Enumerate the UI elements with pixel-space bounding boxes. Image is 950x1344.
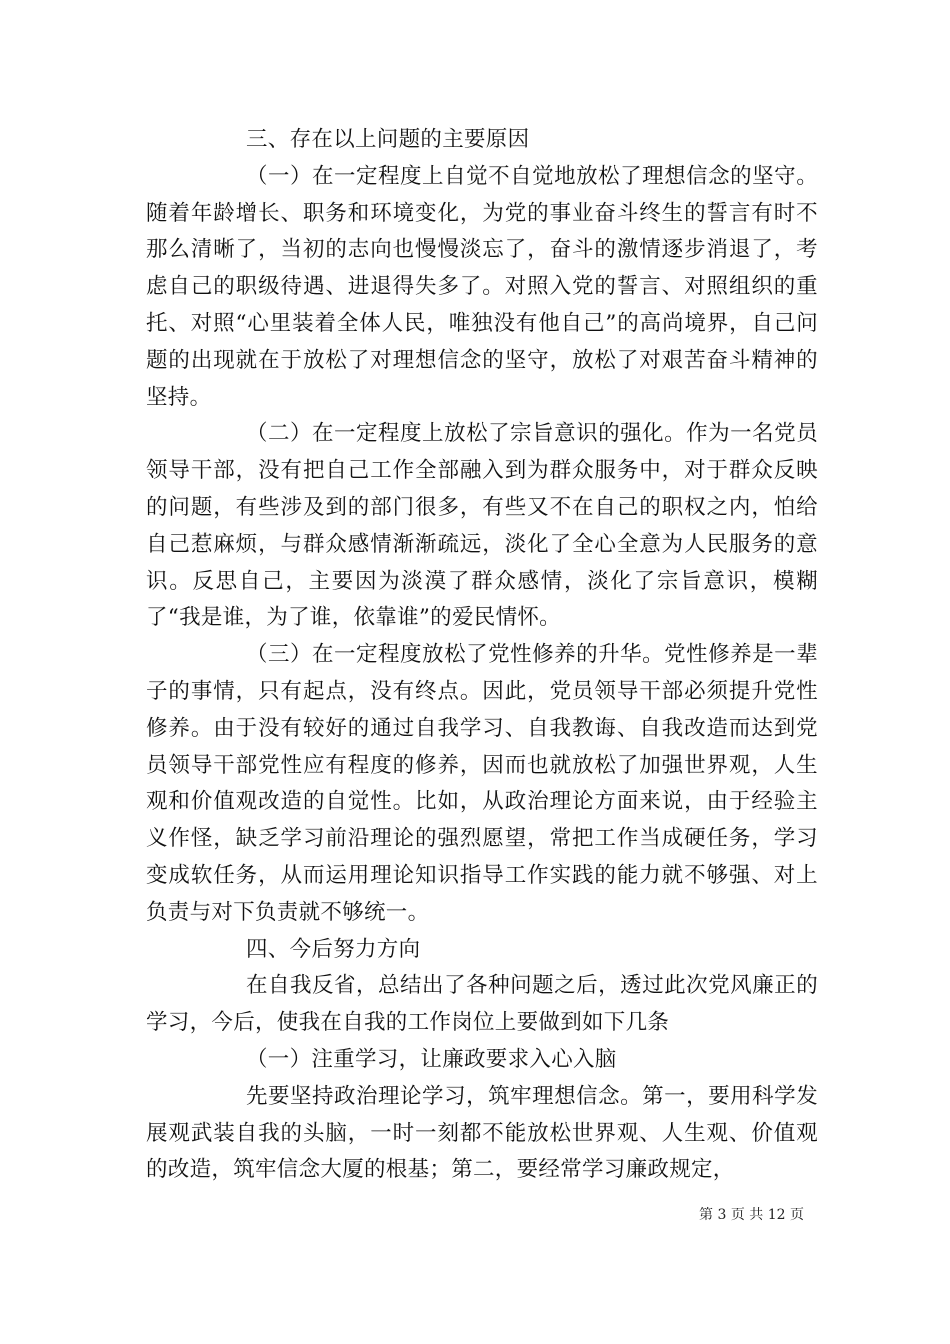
paragraph-intro: 在自我反省，总结出了各种问题之后，透过此次党风廉正的学习，今后，使我在自我的工作岗位上要做到如下几条 — [146, 973, 818, 1036]
paragraph-reason-two: （二）在一定程度上放松了宗旨意识的强化。作为一名党员领导干部，没有把自己工作全部融入到为群众服务中，对于群众反映的问题，有些涉及到的部门很多，有些又不在自己的职权之内，怕给自己惹麻烦，与群众感情渐渐疏远，淡化了全心全意为人民服务的意识。反思自己，主要因为淡漠了群众感情，淡化了宗旨意识，模糊了“我是谁，为了谁，依靠谁”的爱民情怀。 — [146, 421, 818, 631]
section-heading-four: 四、今后努力方向 — [246, 936, 421, 962]
paragraph-reason-one: （一）在一定程度上自觉不自觉地放松了理想信念的坚守。随着年龄增长、职务和环境变化，为党的事业奋斗终生的誓言有时不那么清晰了，当初的志向也慢慢淡忘了，奋斗的激情逐步消退了，考虑自己的职级待遇、进退得失多了。对照入党的誓言、对照组织的重托、对照“心里装着全体人民，唯独没有他自己”的高尚境界，自己问题的出现就在于放松了对理想信念的坚守，放松了对艰苦奋斗精神的坚持。 — [146, 163, 818, 410]
page-number-footer: 第 3 页 共 12 页 — [699, 1207, 804, 1223]
paragraph-study: 先要坚持政治理论学习，筑牢理想信念。第一，要用科学发展观武装自我的头脑，一时一刻都不能放松世界观、人生观、价值观的改造，筑牢信念大厦的根基；第二，要经常学习廉政规定， — [146, 1083, 818, 1183]
section-heading-three: 三、存在以上问题的主要原因 — [246, 127, 530, 152]
document-body — [146, 122, 818, 1189]
subheading-study: （一）注重学习，让廉政要求入心入脑 — [246, 1046, 617, 1072]
paragraph-reason-three: （三）在一定程度放松了党性修养的升华。党性修养是一辈子的事情，只有起点，没有终点。因此，党员领导干部必须提升党性修养。由于没有较好的通过自我学习、自我教诲、自我改造而达到党员领导干部党性应有程度的修养，因而也就放松了加强世界观，人生观和价值观改造的自觉性。比如，从政治理论方面来说，由于经验主义作怪，缺乏学习前沿理论的强烈愿望，常把工作当成硬任务，学习变成软任务，从而运用理论知识指导工作实践的能力就不够强、对上负责与对下负责就不够统一。 — [146, 642, 818, 925]
